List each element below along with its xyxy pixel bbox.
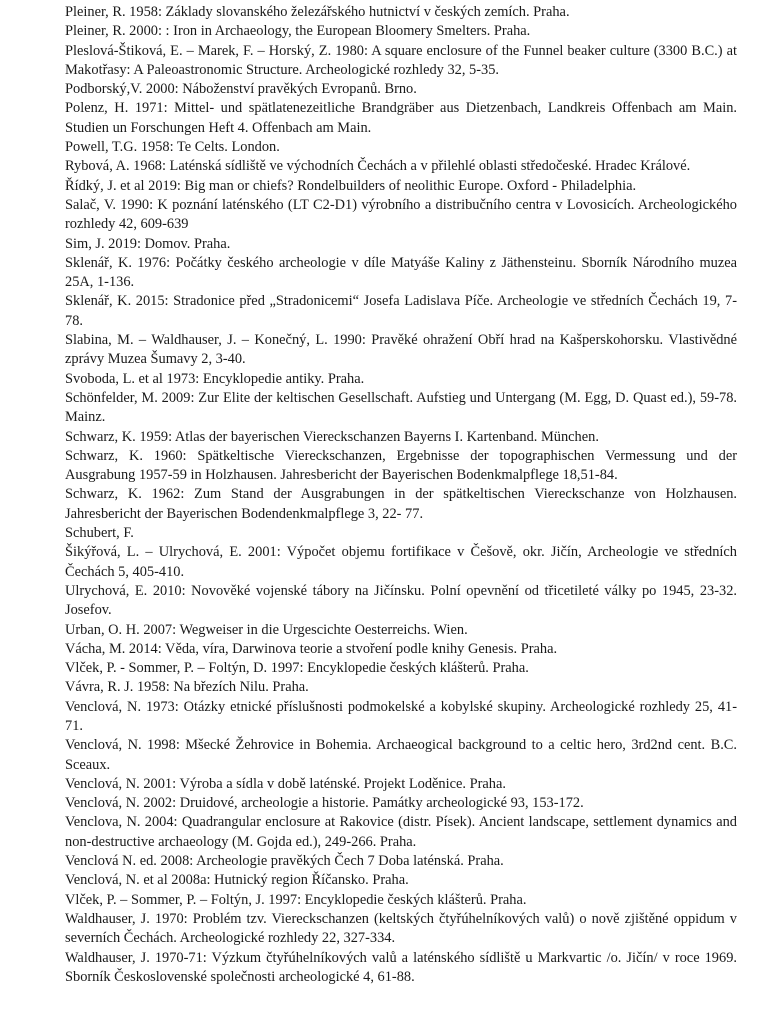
reference-entry: Ulrychová, E. 2010: Novověké vojenské tábory na Jičínsku. Polní opevnění od třicetileté války po 1945, 23-32. Josefov. — [65, 582, 737, 619]
reference-entry: Řídký, J. et al 2019: Big man or chiefs? Rondelbuilders of neolithic Europe. Oxford - Philadelphia. — [65, 177, 637, 194]
reference-entry: Polenz, H. 1971: Mittel- und spätlatenezeitliche Brandgräber aus Dietzenbach, Landkreis Offenbach am Main. Studien un Forschungen Heft 4. Offenbach am Main. — [65, 100, 737, 136]
reference-entry: Salač, V. 1990: K poznání laténského (LT C2-D1) výrobního a distribučního centra v Lovosicích. Archeologického rozhledy 42, 609-639 — [65, 196, 737, 233]
reference-entry: Pleiner, R. 2000: : Iron in Archaeology, the European Bloomery Smelters. Praha. — [65, 23, 531, 40]
reference-entry: Podborský,V. 2000: Náboženství pravěkých Evropanů. Brno. — [65, 81, 417, 98]
reference-entry: Urban, O. H. 2007: Wegweiser in die Urgescichte Oesterreichs. Wien. — [65, 621, 468, 638]
reference-entry: Venclová, N. 1998: Mšecké Žehrovice in Bohemia. Archaeogical background to a celtic hero, 3rd2nd cent. B.C. Sceaux. — [65, 737, 737, 773]
reference-entry: Venclová N. ed. 2008: Archeologie pravěkých Čech 7 Doba laténská. Praha. — [65, 853, 504, 870]
reference-entry: Vácha, M. 2014: Věda, víra, Darwinova teorie a stvoření podle knihy Genesis. Praha. — [65, 640, 558, 657]
reference-entry: Schwarz, K. 1960: Spätkeltische Viereckschanzen, Ergebnisse der topographischen Vermessung und der Ausgrabung 1957-59 in Holzhausen. Jahresbericht der Bayerischen Bodenkmalpflege 18,51-84. — [65, 447, 737, 484]
reference-entry: Schubert, F. — [65, 525, 134, 542]
reference-entry: Schönfelder, M. 2009: Zur Elite der keltischen Gesellschaft. Aufstieg und Untergang (M. Egg, D. Quast ed.), 59-78. Mainz. — [65, 389, 737, 426]
reference-entry: Venclová, N. 1973: Otázky etnické příslušnosti podmokelské a kobylské skupiny. Archeologické rozhledy 25, 41-71. — [65, 698, 737, 734]
reference-entry: Waldhauser, J. 1970-71: Výzkum čtyřúhelníkových valů a laténského sídliště u Markvartic /o. Jičín/ v roce 1969. Sborník Československé společnosti archeologické 4, 61-88. — [65, 949, 737, 985]
reference-entry: Waldhauser, J. 1970: Problém tzv. Viereckschanzen (keltských čtyřúhelníkových valů) o nově zjištěné oppidum v severních Čechách. Archeologické rozhledy 22, 327-334. — [65, 910, 737, 947]
reference-entry: Šikýřová, L. – Ulrychová, E. 2001: Výpočet objemu fortifikace v Češově, okr. Jičín, Archeologie ve středních Čechách 5, 405-410. — [65, 544, 737, 580]
reference-entry: Vávra, R. J. 1958: Na březích Nilu. Praha. — [65, 679, 309, 696]
reference-list — [65, 3, 737, 987]
reference-entry: Schwarz, K. 1962: Zum Stand der Ausgrabungen in der spätkeltischen Viereckschanze von Holzhausen. Jahresbericht der Bayerischen Bodendenkmalpflege 3, 22- 77. — [65, 486, 737, 522]
reference-entry: Vlček, P. - Sommer, P. – Foltýn, D. 1997: Encyklopedie českých klášterů. Praha. — [65, 660, 529, 677]
reference-entry: Venclová, N. 2001: Výroba a sídla v době laténské. Projekt Loděnice. Praha. — [65, 775, 506, 792]
reference-entry: Vlček, P. – Sommer, P. – Foltýn, J. 1997: Encyklopedie českých klášterů. Praha. — [65, 891, 527, 908]
reference-entry: Sim, J. 2019: Domov. Praha. — [65, 235, 231, 252]
reference-entry: Rybová, A. 1968: Laténská sídliště ve východních Čechách a v přilehlé oblasti středočeské. Hradec Králové. — [65, 158, 691, 175]
reference-entry: Schwarz, K. 1959: Atlas der bayerischen Viereckschanzen Bayerns I. Kartenband. München. — [65, 428, 599, 445]
reference-entry: Venclová, N. et al 2008a: Hutnický region Říčansko. Praha. — [65, 872, 409, 889]
reference-entry: Svoboda, L. et al 1973: Encyklopedie antiky. Praha. — [65, 370, 365, 387]
reference-entry: Pleiner, R. 1958: Základy slovanského železářského hutnictví v českých zemích. Praha. — [65, 4, 570, 20]
reference-entry: Sklenář, K. 1976: Počátky českého archeologie v díle Matyáše Kaliny z Jäthensteinu. Sborník Národního muzea 25A, 1-136. — [65, 254, 737, 291]
reference-entry: Pleslová-Štiková, E. – Marek, F. – Horský, Z. 1980: A square enclosure of the Funnel beaker culture (3300 B.C.) at Makotřasy: A Paleoastronomic Structure. Archeologické rozhledy 32, 5-35. — [65, 42, 737, 78]
reference-entry: Powell, T.G. 1958: Te Celts. London. — [65, 139, 280, 156]
reference-entry: Sklenář, K. 2015: Stradonice před „Stradonicemi“ Josefa Ladislava Píče. Archeologie ve středních Čechách 19, 7-78. — [65, 293, 737, 329]
reference-entry: Venclová, N. 2002: Druidové, archeologie a historie. Památky archeologické 93, 153-172. — [65, 795, 584, 812]
reference-entry: Slabina, M. – Waldhauser, J. – Konečný, L. 1990: Pravěké ohražení Obří hrad na Kašperskohorsku. Vlastivědné zprávy Muzea Šumavy 2, 3-40. — [65, 332, 737, 368]
reference-entry: Venclova, N. 2004: Quadrangular enclosure at Rakovice (distr. Písek). Ancient landscape, settlement dynamics and non-destructive archaeology (M. Gojda ed.), 249-266. Praha. — [65, 814, 737, 850]
